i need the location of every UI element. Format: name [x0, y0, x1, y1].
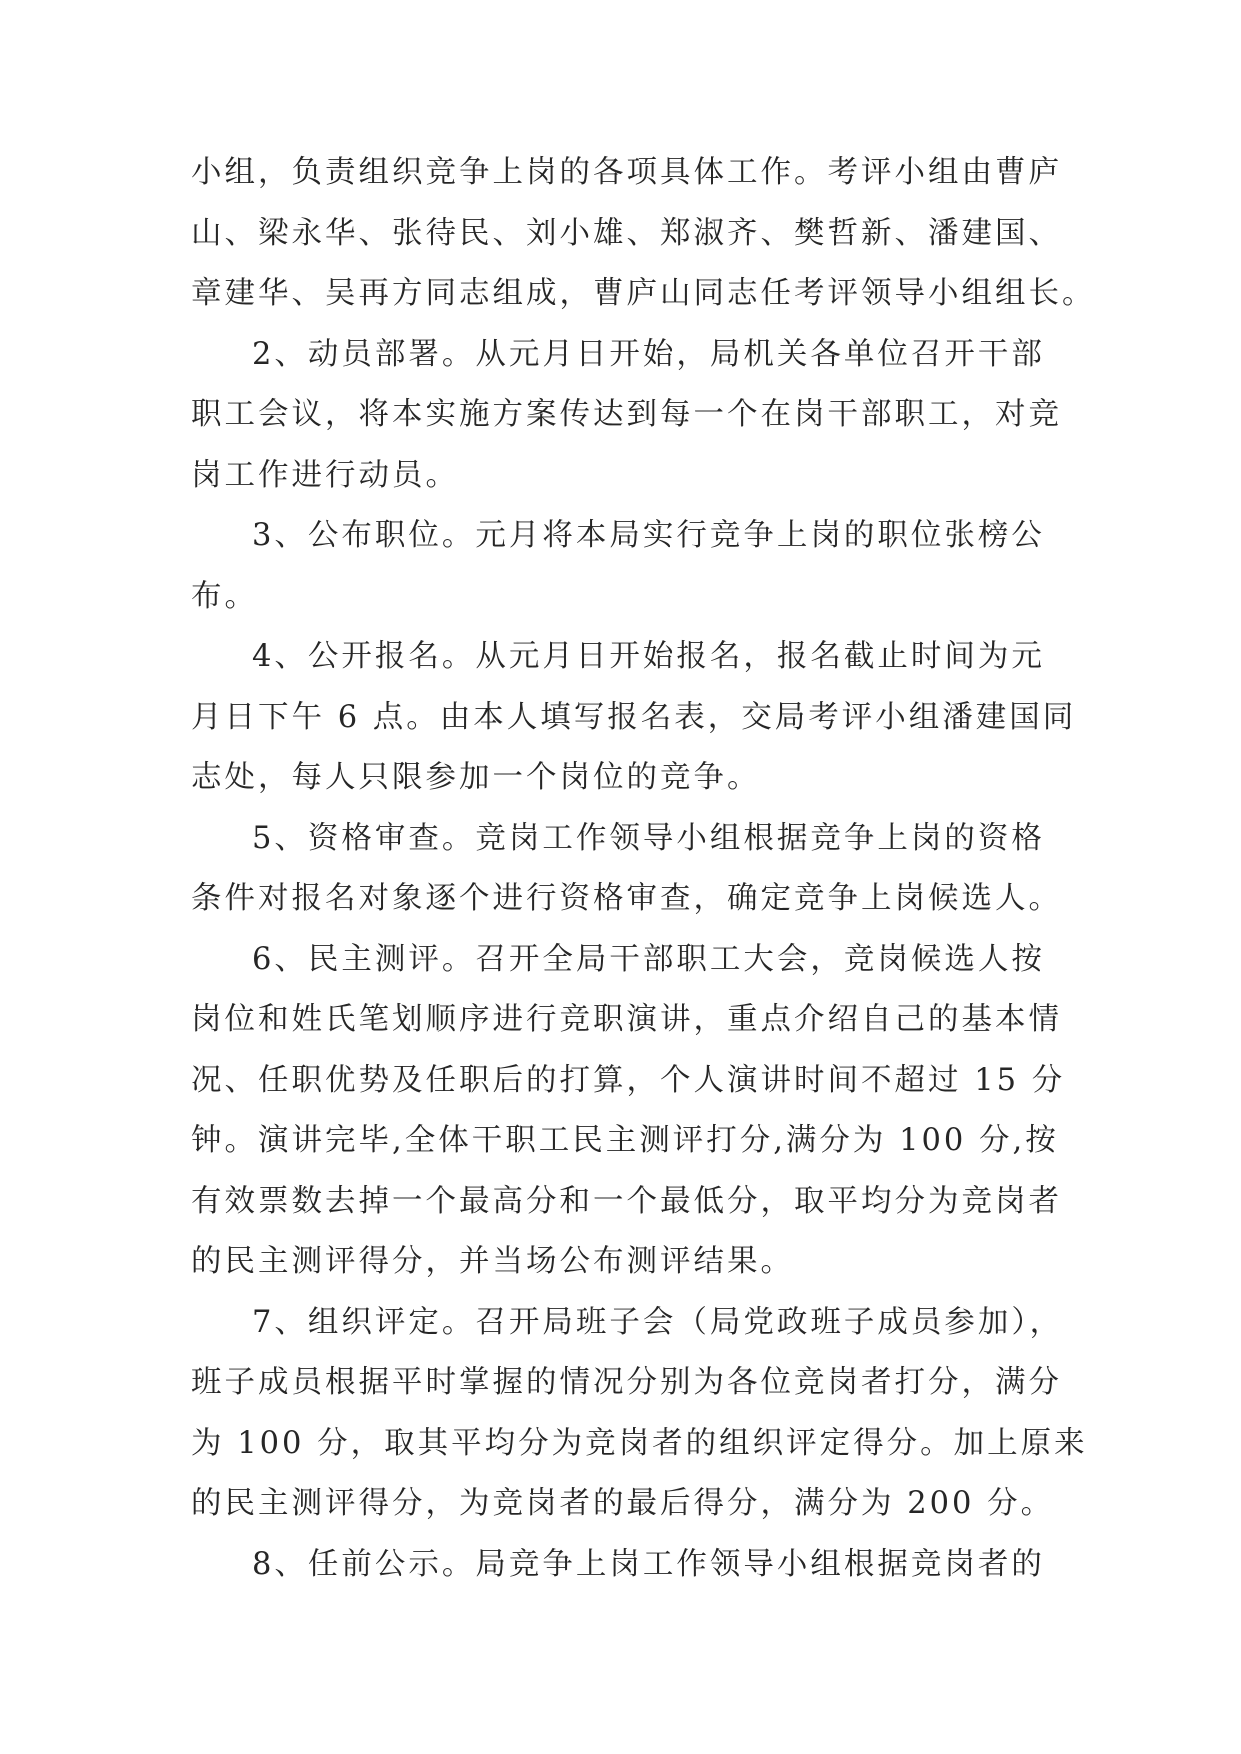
document-body [191, 143, 1096, 1595]
text-line: 月日下午 6 点。由本人填写报名表，交局考评小组潘建国同 [191, 699, 1077, 735]
text-line: 况、任职优势及任职后的打算，个人演讲时间不超过 15 分 [191, 1062, 1066, 1098]
text-line: 7、组织评定。召开局班子会（局党政班子成员参加）， [252, 1304, 1064, 1340]
text-line: 班子成员根据平时掌握的情况分别为各位竞岗者打分，满分 [191, 1365, 1062, 1400]
paragraph-step-2 [191, 325, 1071, 507]
paragraph-step-8 [191, 1535, 1071, 1596]
text-line: 4、公开报名。从元月日开始报名，报名截止时间为元 [252, 639, 1045, 674]
paragraph-step-5 [191, 809, 1071, 930]
paragraph-step-7 [191, 1293, 1088, 1535]
text-line: 为 100 分，取其平均分为竞岗者的组织评定得分。加上原来 [191, 1425, 1088, 1461]
text-line: 的民主测评得分，并当场公布测评结果。 [191, 1244, 794, 1279]
text-line: 条件对报名对象逐个进行资格审查，确定竞争上岗候选人。 [191, 881, 1062, 916]
paragraph-step-6 [191, 930, 1071, 1293]
text-line: 2、动员部署。从元月日开始，局机关各单位召开干部 [252, 336, 1045, 372]
text-line: 章建华、吴再方同志组成，曹庐山同志任考评领导小组组长。 [191, 276, 1096, 311]
text-line: 岗位和姓氏笔划顺序进行竞职演讲，重点介绍自己的基本情 [191, 1002, 1062, 1037]
text-line: 布。 [191, 578, 258, 614]
text-line: 小组，负责组织竞争上岗的各项具体工作。考评小组由曹庐 [191, 155, 1062, 190]
paragraph-exam-group [191, 143, 1096, 325]
paragraph-step-3 [191, 506, 1071, 627]
text-line: 志处，每人只限参加一个岗位的竞争。 [191, 760, 761, 795]
paragraph-step-4 [191, 627, 1077, 809]
text-line: 岗工作进行动员。 [191, 457, 459, 493]
text-line: 的民主测评得分，为竞岗者的最后得分，满分为 200 分。 [191, 1486, 1055, 1521]
text-line: 6、民主测评。召开全局干部职工大会，竞岗候选人按 [252, 941, 1045, 977]
text-line: 5、资格审查。竞岗工作领导小组根据竞争上岗的资格 [252, 820, 1045, 856]
text-line: 山、梁永华、张待民、刘小雄、郑淑齐、樊哲新、潘建国、 [191, 215, 1062, 251]
text-line: 8、任前公示。局竞争上岗工作领导小组根据竞岗者的 [252, 1546, 1045, 1582]
text-line: 3、公布职位。元月将本局实行竞争上岗的职位张榜公 [252, 518, 1045, 553]
text-line: 有效票数去掉一个最高分和一个最低分，取平均分为竞岗者 [191, 1183, 1062, 1219]
text-line: 钟。演讲完毕,全体干职工民主测评打分,满分为 100 分,按 [191, 1123, 1059, 1158]
text-line: 职工会议，将本实施方案传达到每一个在岗干部职工，对竞 [191, 397, 1062, 432]
